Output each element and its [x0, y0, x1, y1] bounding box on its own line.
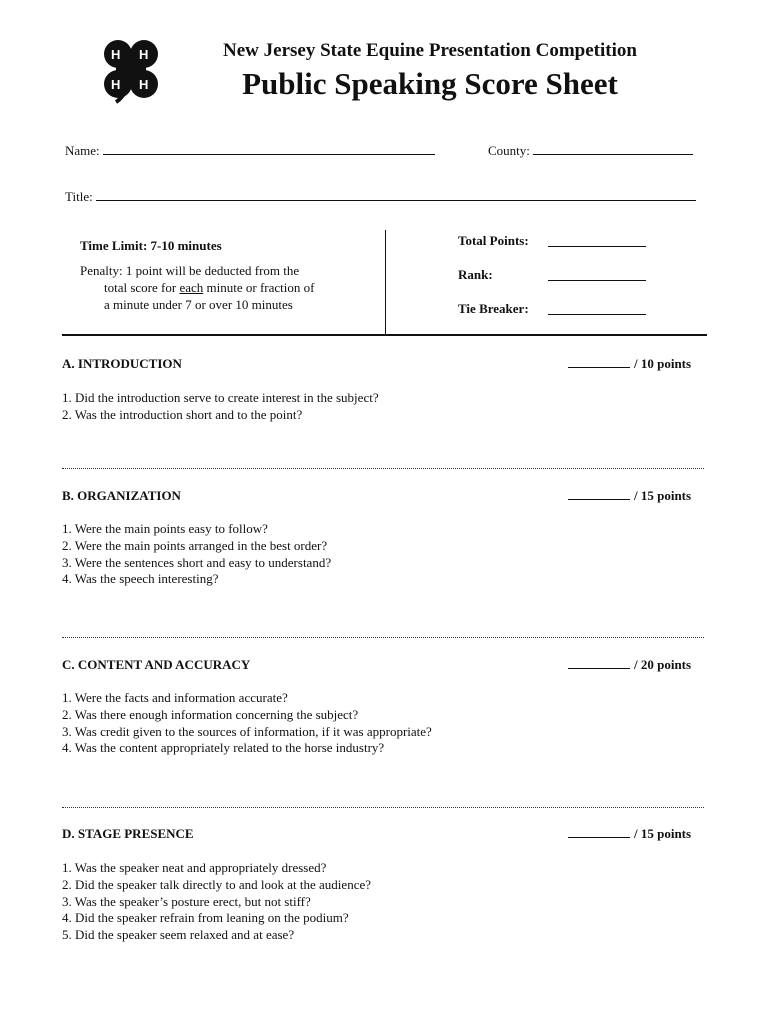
list-item: 2. Was the introduction short and to the point?: [62, 406, 303, 422]
section-c-score[interactable]: [568, 657, 691, 673]
list-item: 2. Were the main points arranged in the best order?: [62, 537, 328, 553]
section-b-questions: [62, 521, 331, 588]
county-label: County:: [488, 143, 530, 158]
header-divider: [62, 334, 707, 336]
time-limit: Time Limit: 7-10 minutes: [80, 238, 222, 253]
section-d-score-max: / 15 points: [634, 826, 692, 841]
penalty-text-a: total score for: [104, 280, 180, 295]
section-c-questions: [62, 690, 432, 757]
rank-label: Rank:: [458, 267, 493, 282]
penalty-each-underlined: each: [179, 280, 204, 295]
list-item: 2. Did the speaker talk directly to and look at the audience?: [62, 876, 371, 892]
section-a-score-line[interactable]: [568, 356, 630, 368]
section-d-score[interactable]: [568, 826, 691, 842]
tie-breaker-line[interactable]: [548, 314, 646, 315]
rank-line[interactable]: [548, 280, 646, 281]
list-item: 2. Was there enough information concerning the subject?: [62, 706, 359, 722]
svg-text:H: H: [139, 77, 149, 92]
competition-subtitle: New Jersey State Equine Presentation Competition: [223, 40, 637, 61]
list-item: 5. Did the speaker seem relaxed and at ease?: [62, 927, 295, 943]
four-h-clover-logo-icon: [96, 36, 166, 106]
penalty-line-3: a minute under 7 or over 10 minutes: [104, 297, 293, 312]
section-b-score-line[interactable]: [568, 488, 630, 500]
list-item: 1. Were the main points easy to follow?: [62, 521, 268, 536]
svg-text:H: H: [111, 47, 121, 62]
list-item: 3. Was credit given to the sources of information, if it was appropriate?: [62, 723, 432, 739]
section-a-score[interactable]: [568, 356, 691, 372]
list-item: 1. Was the speaker neat and appropriately dressed?: [62, 860, 327, 875]
list-item: 1. Were the facts and information accurate?: [62, 690, 288, 705]
total-points-label: Total Points:: [458, 233, 529, 248]
section-c-score-max: / 20 points: [634, 657, 692, 672]
section-a-questions: [62, 390, 379, 424]
list-item: 4. Was the speech interesting?: [62, 571, 219, 587]
penalty-line-1: Penalty: 1 point will be deducted from the: [80, 263, 300, 278]
page-title: Public Speaking Score Sheet: [242, 66, 618, 101]
name-label: Name:: [65, 143, 100, 158]
section-b-score-max: / 15 points: [634, 488, 692, 503]
county-field[interactable]: [488, 143, 693, 159]
section-c-score-line[interactable]: [568, 657, 630, 669]
list-item: 3. Was the speaker’s posture erect, but not stiff?: [62, 893, 311, 909]
section-d-questions: [62, 860, 371, 944]
name-line[interactable]: [103, 143, 435, 155]
section-d-title: D. STAGE PRESENCE: [62, 826, 194, 841]
svg-text:H: H: [111, 77, 121, 92]
penalty-line-2: [80, 279, 370, 296]
list-item: 4. Did the speaker refrain from leaning on the podium?: [62, 910, 349, 926]
title-label: Title:: [65, 189, 93, 204]
vertical-divider: [385, 230, 386, 334]
tie-breaker-label: Tie Breaker:: [458, 301, 529, 316]
section-a-score-max: / 10 points: [634, 356, 692, 371]
title-line[interactable]: [96, 189, 696, 201]
list-item: 1. Did the introduction serve to create interest in the subject?: [62, 390, 379, 405]
section-d-score-line[interactable]: [568, 826, 630, 838]
total-points-line[interactable]: [548, 246, 646, 247]
penalty-note: [80, 262, 370, 313]
svg-text:H: H: [139, 47, 149, 62]
county-line[interactable]: [533, 143, 693, 155]
dotted-divider: [62, 468, 704, 469]
section-b-score[interactable]: [568, 488, 691, 504]
dotted-divider: [62, 807, 704, 808]
penalty-text-b: minute or fraction of: [203, 280, 315, 295]
name-field[interactable]: [65, 143, 435, 159]
list-item: 3. Were the sentences short and easy to understand?: [62, 554, 332, 570]
title-field[interactable]: [65, 189, 696, 205]
section-c-title: C. CONTENT AND ACCURACY: [62, 657, 251, 672]
section-b-title: B. ORGANIZATION: [62, 488, 181, 503]
list-item: 4. Was the content appropriately related to the horse industry?: [62, 740, 385, 756]
section-a-title: A. INTRODUCTION: [62, 356, 182, 371]
dotted-divider: [62, 637, 704, 638]
